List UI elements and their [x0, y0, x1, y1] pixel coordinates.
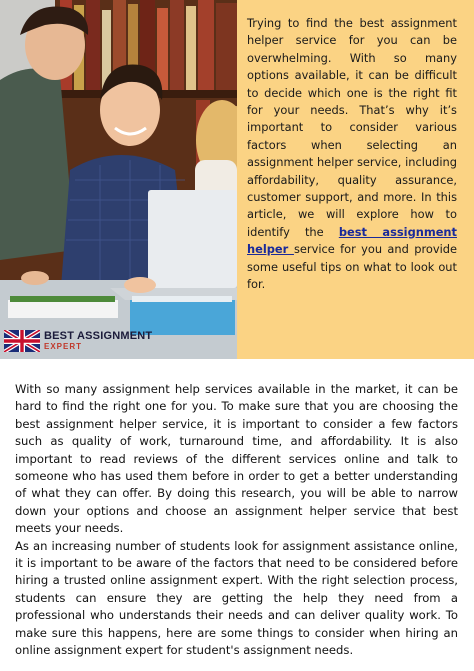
body-paragraph-1: With so many assignment help services available in the market, it can be hard to find the right one for you. To make sure that you are choosing the best assignment helper service, it is important to consider a few factors such as quality of work, turnaround time, and affordability. It is also important to read reviews of the different services online and talk to someone who has used them before in order to get a better understanding of what they can offer. By doing this research, you will be able to narrow down your options and choose an assignment helper service that best meets your needs. [15, 382, 458, 536]
body-paragraph-2: As an increasing number of students look for assignment assistance online, it is important to be aware of the factors that need to be considered before hiring a trusted online assignment expert. With the right selection process, students can ensure they are getting the help they need from a professional who understands their needs and can deliver quality work. To make sure this happens, here are some things to consider when hiring an online assignment expert for student's assignment needs. [15, 538, 458, 658]
brand-name: BEST ASSIGNMENT [44, 330, 153, 342]
students-laptop-illustration [0, 0, 237, 359]
uk-flag-icon [4, 330, 40, 352]
hero-photo [0, 0, 237, 359]
intro-text-after: service for you and provide some useful tips on what to look out for. [247, 242, 457, 292]
intro-text-before: Trying to find the best assignment helper service for you can be overwhelming. With so many options available, it can be difficult to decide which one is the right fit for your needs. That’s why it’s important to consider various factors when selecting an assignment helper service, including affordability, quality assurance, customer support, and more. In this article, we will explore how to identify the [247, 16, 457, 239]
intro-paragraph [247, 15, 457, 294]
brand-subname: EXPERT [44, 342, 83, 351]
brand-logo [4, 330, 152, 352]
brand-text [44, 331, 152, 351]
best-assignment-helper-link[interactable]: best assignment helper [247, 224, 457, 257]
article-body [15, 381, 458, 660]
intro-panel [237, 0, 474, 359]
